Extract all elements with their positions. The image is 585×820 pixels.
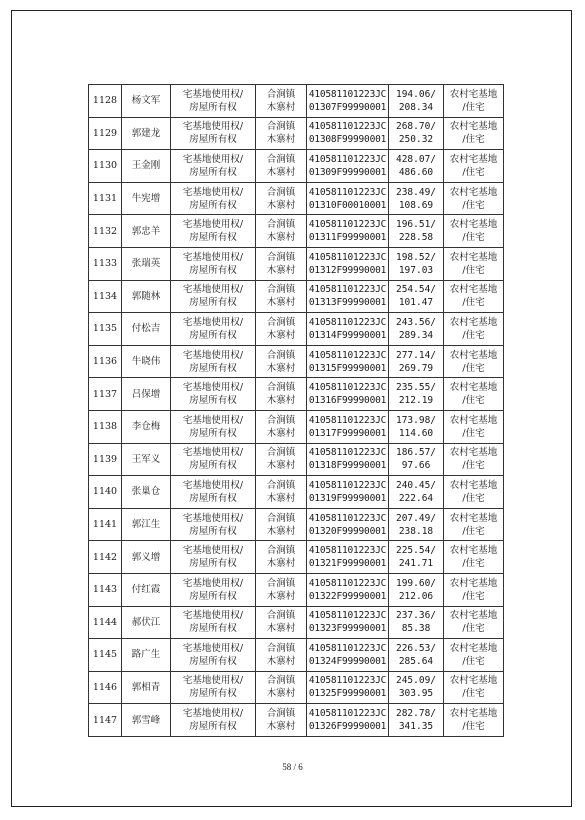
unit-code-cell: 410581101223JC 01319F99990001 — [307, 476, 389, 509]
area-cell: 243.56/ 289.34 — [389, 313, 444, 346]
area-cell: 268.70/ 250.32 — [389, 117, 444, 150]
usage-cell: 农村宅基地 /住宅 — [444, 117, 504, 150]
owner-name-cell: 张巢仓 — [122, 476, 171, 509]
location-cell: 合涧镇 木寨村 — [256, 573, 307, 606]
row-number-cell: 1138 — [89, 410, 122, 443]
row-number-cell: 1146 — [89, 671, 122, 704]
area-cell: 235.55/ 212.19 — [389, 378, 444, 411]
location-cell: 合涧镇 木寨村 — [256, 606, 307, 639]
unit-code-cell: 410581101223JC 01310F00010001 — [307, 182, 389, 215]
unit-code-cell: 410581101223JC 01322F99990001 — [307, 573, 389, 606]
location-cell: 合涧镇 木寨村 — [256, 150, 307, 183]
table-row — [89, 247, 504, 280]
row-number-cell: 1145 — [89, 639, 122, 672]
area-cell: 207.49/ 238.18 — [389, 508, 444, 541]
usage-cell: 农村宅基地 /住宅 — [444, 704, 504, 737]
page-number: 58 / 6 — [282, 762, 303, 772]
location-cell: 合涧镇 木寨村 — [256, 215, 307, 248]
usage-cell: 农村宅基地 /住宅 — [444, 410, 504, 443]
usage-cell: 农村宅基地 /住宅 — [444, 182, 504, 215]
row-number-cell: 1137 — [89, 378, 122, 411]
table-row — [89, 443, 504, 476]
usage-cell: 农村宅基地 /住宅 — [444, 639, 504, 672]
area-cell: 226.53/ 285.64 — [389, 639, 444, 672]
owner-name-cell: 张瑞英 — [122, 247, 171, 280]
area-cell: 173.98/ 114.60 — [389, 410, 444, 443]
owner-name-cell: 付松吉 — [122, 313, 171, 346]
row-number-cell: 1141 — [89, 508, 122, 541]
usage-cell: 农村宅基地 /住宅 — [444, 476, 504, 509]
unit-code-cell: 410581101223JC 01309F99990001 — [307, 150, 389, 183]
row-number-cell: 1129 — [89, 117, 122, 150]
area-cell: 186.57/ 97.66 — [389, 443, 444, 476]
table-row — [89, 215, 504, 248]
usage-cell: 农村宅基地 /住宅 — [444, 443, 504, 476]
table-body — [89, 85, 504, 737]
owner-name-cell: 牛晓伟 — [122, 345, 171, 378]
right-type-cell: 宅基地使用权/ 房屋所有权 — [171, 508, 256, 541]
usage-cell: 农村宅基地 /住宅 — [444, 671, 504, 704]
location-cell: 合涧镇 木寨村 — [256, 541, 307, 574]
area-cell: 277.14/ 269.79 — [389, 345, 444, 378]
area-cell: 428.07/ 486.60 — [389, 150, 444, 183]
owner-name-cell: 郭随林 — [122, 280, 171, 313]
right-type-cell: 宅基地使用权/ 房屋所有权 — [171, 410, 256, 443]
right-type-cell: 宅基地使用权/ 房屋所有权 — [171, 182, 256, 215]
usage-cell: 农村宅基地 /住宅 — [444, 378, 504, 411]
owner-name-cell: 郭义增 — [122, 541, 171, 574]
row-number-cell: 1134 — [89, 280, 122, 313]
unit-code-cell: 410581101223JC 01312F99990001 — [307, 247, 389, 280]
usage-cell: 农村宅基地 /住宅 — [444, 150, 504, 183]
unit-code-cell: 410581101223JC 01315F99990001 — [307, 345, 389, 378]
usage-cell: 农村宅基地 /住宅 — [444, 85, 504, 118]
right-type-cell: 宅基地使用权/ 房屋所有权 — [171, 117, 256, 150]
usage-cell: 农村宅基地 /住宅 — [444, 313, 504, 346]
usage-cell: 农村宅基地 /住宅 — [444, 606, 504, 639]
location-cell: 合涧镇 木寨村 — [256, 476, 307, 509]
location-cell: 合涧镇 木寨村 — [256, 443, 307, 476]
location-cell: 合涧镇 木寨村 — [256, 247, 307, 280]
owner-name-cell: 郝伏江 — [122, 606, 171, 639]
right-type-cell: 宅基地使用权/ 房屋所有权 — [171, 573, 256, 606]
unit-code-cell: 410581101223JC 01325F99990001 — [307, 671, 389, 704]
unit-code-cell: 410581101223JC 01311F99990001 — [307, 215, 389, 248]
row-number-cell: 1128 — [89, 85, 122, 118]
right-type-cell: 宅基地使用权/ 房屋所有权 — [171, 639, 256, 672]
unit-code-cell: 410581101223JC 01321F99990001 — [307, 541, 389, 574]
usage-cell: 农村宅基地 /住宅 — [444, 247, 504, 280]
location-cell: 合涧镇 木寨村 — [256, 182, 307, 215]
location-cell: 合涧镇 木寨村 — [256, 704, 307, 737]
owner-name-cell: 郭忠羊 — [122, 215, 171, 248]
area-cell: 240.45/ 222.64 — [389, 476, 444, 509]
location-cell: 合涧镇 木寨村 — [256, 85, 307, 118]
right-type-cell: 宅基地使用权/ 房屋所有权 — [171, 150, 256, 183]
area-cell: 238.49/ 108.69 — [389, 182, 444, 215]
owner-name-cell: 李仓梅 — [122, 410, 171, 443]
table-row — [89, 671, 504, 704]
usage-cell: 农村宅基地 /住宅 — [444, 215, 504, 248]
table-row — [89, 85, 504, 118]
unit-code-cell: 410581101223JC 01313F99990001 — [307, 280, 389, 313]
usage-cell: 农村宅基地 /住宅 — [444, 508, 504, 541]
usage-cell: 农村宅基地 /住宅 — [444, 345, 504, 378]
right-type-cell: 宅基地使用权/ 房屋所有权 — [171, 247, 256, 280]
owner-name-cell: 郭建龙 — [122, 117, 171, 150]
right-type-cell: 宅基地使用权/ 房屋所有权 — [171, 313, 256, 346]
owner-name-cell: 牛宪增 — [122, 182, 171, 215]
row-number-cell: 1131 — [89, 182, 122, 215]
area-cell: 194.06/ 208.34 — [389, 85, 444, 118]
location-cell: 合涧镇 木寨村 — [256, 313, 307, 346]
owner-name-cell: 郭江生 — [122, 508, 171, 541]
row-number-cell: 1132 — [89, 215, 122, 248]
unit-code-cell: 410581101223JC 01316F99990001 — [307, 378, 389, 411]
row-number-cell: 1144 — [89, 606, 122, 639]
area-cell: 237.36/ 85.38 — [389, 606, 444, 639]
table-row — [89, 541, 504, 574]
right-type-cell: 宅基地使用权/ 房屋所有权 — [171, 606, 256, 639]
unit-code-cell: 410581101223JC 01307F99990001 — [307, 85, 389, 118]
right-type-cell: 宅基地使用权/ 房屋所有权 — [171, 671, 256, 704]
location-cell: 合涧镇 木寨村 — [256, 345, 307, 378]
table-row — [89, 150, 504, 183]
usage-cell: 农村宅基地 /住宅 — [444, 280, 504, 313]
usage-cell: 农村宅基地 /住宅 — [444, 541, 504, 574]
table-row — [89, 476, 504, 509]
table-row — [89, 280, 504, 313]
right-type-cell: 宅基地使用权/ 房屋所有权 — [171, 345, 256, 378]
right-type-cell: 宅基地使用权/ 房屋所有权 — [171, 280, 256, 313]
owner-name-cell: 郭雪峰 — [122, 704, 171, 737]
table-row — [89, 606, 504, 639]
location-cell: 合涧镇 木寨村 — [256, 117, 307, 150]
location-cell: 合涧镇 木寨村 — [256, 508, 307, 541]
area-cell: 282.78/ 341.35 — [389, 704, 444, 737]
owner-name-cell: 付红霞 — [122, 573, 171, 606]
table-row — [89, 410, 504, 443]
table-row — [89, 508, 504, 541]
row-number-cell: 1135 — [89, 313, 122, 346]
location-cell: 合涧镇 木寨村 — [256, 671, 307, 704]
right-type-cell: 宅基地使用权/ 房屋所有权 — [171, 85, 256, 118]
row-number-cell: 1140 — [89, 476, 122, 509]
row-number-cell: 1130 — [89, 150, 122, 183]
owner-name-cell: 王金刚 — [122, 150, 171, 183]
unit-code-cell: 410581101223JC 01320F99990001 — [307, 508, 389, 541]
right-type-cell: 宅基地使用权/ 房屋所有权 — [171, 704, 256, 737]
location-cell: 合涧镇 木寨村 — [256, 410, 307, 443]
right-type-cell: 宅基地使用权/ 房屋所有权 — [171, 378, 256, 411]
unit-code-cell: 410581101223JC 01318F99990001 — [307, 443, 389, 476]
location-cell: 合涧镇 木寨村 — [256, 280, 307, 313]
table-row — [89, 704, 504, 737]
right-type-cell: 宅基地使用权/ 房屋所有权 — [171, 443, 256, 476]
unit-code-cell: 410581101223JC 01308F99990001 — [307, 117, 389, 150]
owner-name-cell: 吕保增 — [122, 378, 171, 411]
table-row — [89, 345, 504, 378]
area-cell: 245.09/ 303.95 — [389, 671, 444, 704]
usage-cell: 农村宅基地 /住宅 — [444, 573, 504, 606]
area-cell: 199.60/ 212.06 — [389, 573, 444, 606]
table-row — [89, 182, 504, 215]
area-cell: 196.51/ 228.58 — [389, 215, 444, 248]
row-number-cell: 1147 — [89, 704, 122, 737]
row-number-cell: 1143 — [89, 573, 122, 606]
right-type-cell: 宅基地使用权/ 房屋所有权 — [171, 541, 256, 574]
unit-code-cell: 410581101223JC 01324F99990001 — [307, 639, 389, 672]
unit-code-cell: 410581101223JC 01314F99990001 — [307, 313, 389, 346]
area-cell: 198.52/ 197.03 — [389, 247, 444, 280]
table-row — [89, 639, 504, 672]
table-row — [89, 313, 504, 346]
area-cell: 254.54/ 101.47 — [389, 280, 444, 313]
row-number-cell: 1133 — [89, 247, 122, 280]
owner-name-cell: 杨文军 — [122, 85, 171, 118]
unit-code-cell: 410581101223JC 01326F99990001 — [307, 704, 389, 737]
owner-name-cell: 王军义 — [122, 443, 171, 476]
property-register-table — [88, 84, 504, 737]
unit-code-cell: 410581101223JC 01317F99990001 — [307, 410, 389, 443]
location-cell: 合涧镇 木寨村 — [256, 378, 307, 411]
right-type-cell: 宅基地使用权/ 房屋所有权 — [171, 476, 256, 509]
area-cell: 225.54/ 241.71 — [389, 541, 444, 574]
row-number-cell: 1139 — [89, 443, 122, 476]
table-row — [89, 117, 504, 150]
row-number-cell: 1142 — [89, 541, 122, 574]
row-number-cell: 1136 — [89, 345, 122, 378]
location-cell: 合涧镇 木寨村 — [256, 639, 307, 672]
table-row — [89, 378, 504, 411]
owner-name-cell: 郭相青 — [122, 671, 171, 704]
unit-code-cell: 410581101223JC 01323F99990001 — [307, 606, 389, 639]
owner-name-cell: 路广生 — [122, 639, 171, 672]
table-row — [89, 573, 504, 606]
right-type-cell: 宅基地使用权/ 房屋所有权 — [171, 215, 256, 248]
